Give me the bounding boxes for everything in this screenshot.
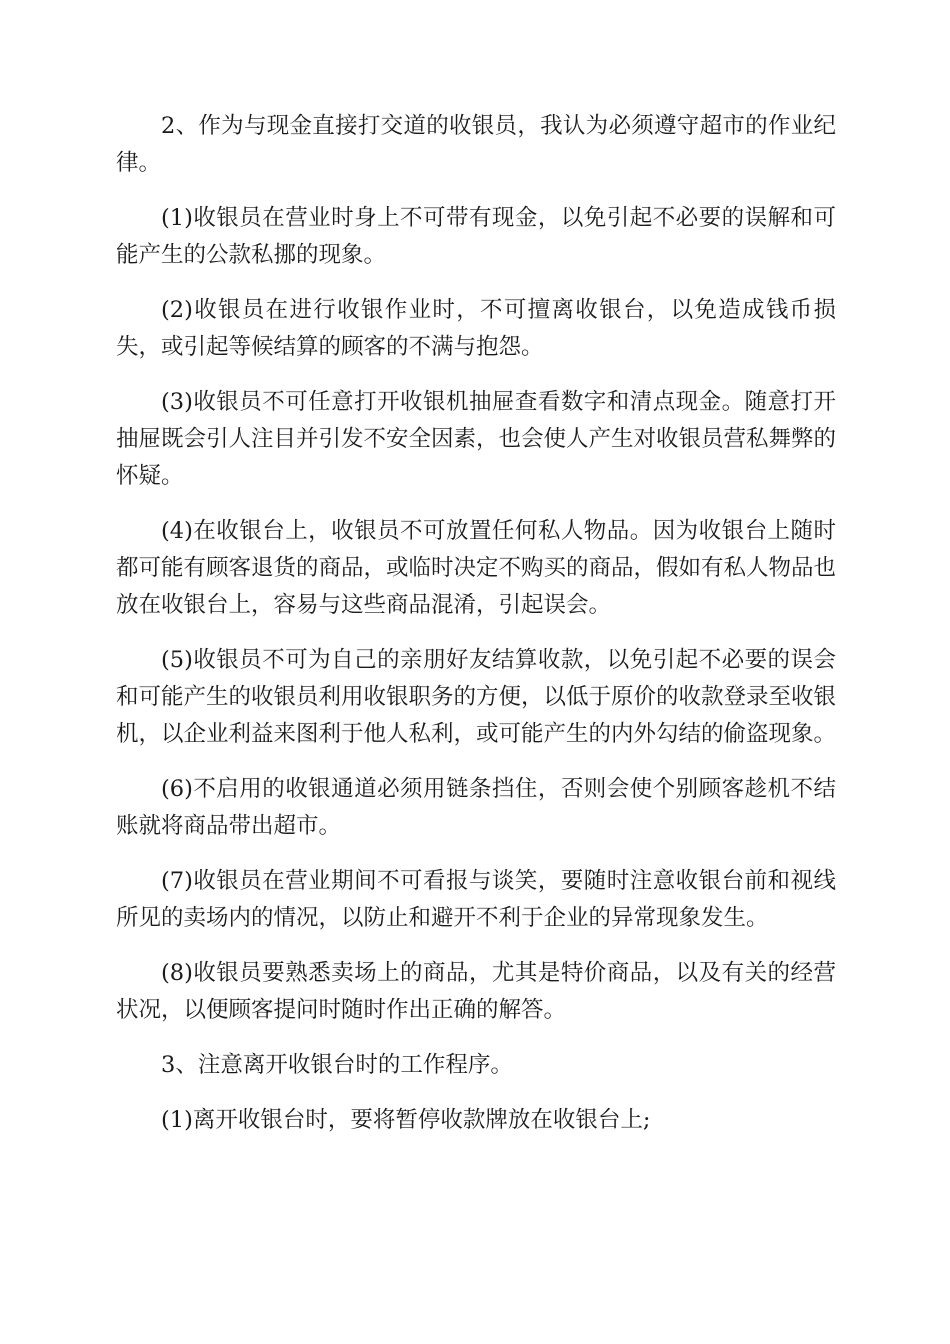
paragraph-item-1: (1)收银员在营业时身上不可带有现金，以免引起不必要的误解和可能产生的公款私挪的现象。 (116, 205, 836, 268)
paragraph-item-5: (5)收银员不可为自己的亲朋好友结算收款，以免引起不必要的误会和可能产生的收银员利用收银职务的方便，以低于原价的收款登录至收银机，以企业利益来图利于他人私利，或可能产生的内外勾结的偷盗现象。 (116, 647, 837, 747)
paragraph-item-7: (7)收银员在营业期间不可看报与谈笑，要随时注意收银台前和视线所见的卖场内的情况，以防止和避开不利于企业的异常现象发生。 (116, 868, 836, 931)
paragraph-item-4: (4)在收银台上，收银员不可放置任何私人物品。因为收银台上随时都可能有顾客退货的商品，或临时决定不购买的商品，假如有私人物品也放在收银台上，容易与这些商品混淆，引起误会。 (116, 518, 837, 618)
paragraph-item-2: (2)收银员在进行收银作业时，不可擅离收银台，以免造成钱币损失，或引起等候结算的顾客的不满与抱怨。 (116, 297, 836, 360)
paragraph-item-3: (3)收银员不可任意打开收银机抽屉查看数字和清点现金。随意打开抽屉既会引人注目并引发不安全因素，也会使人产生对收银员营私舞弊的怀疑。 (116, 389, 837, 489)
paragraph-item-6: (6)不启用的收银通道必须用链条挡住，否则会使个别顾客趁机不结账就将商品带出超市。 (116, 776, 836, 839)
paragraph-item-8: (8)收银员要熟悉卖场上的商品，尤其是特价商品，以及有关的经营状况，以便顾客提问时随时作出正确的解答。 (116, 960, 836, 1023)
paragraph-section-3-heading: 3、注意离开收银台时的工作程序。 (161, 1052, 513, 1078)
paragraph-section-2-heading: 2、作为与现金直接打交道的收银员，我认为必须遵守超市的作业纪律。 (116, 113, 836, 176)
paragraph-section-3-item-1: (1)离开收银台时，要将暂停收款牌放在收银台上; (161, 1107, 651, 1133)
document-body (116, 108, 836, 1157)
